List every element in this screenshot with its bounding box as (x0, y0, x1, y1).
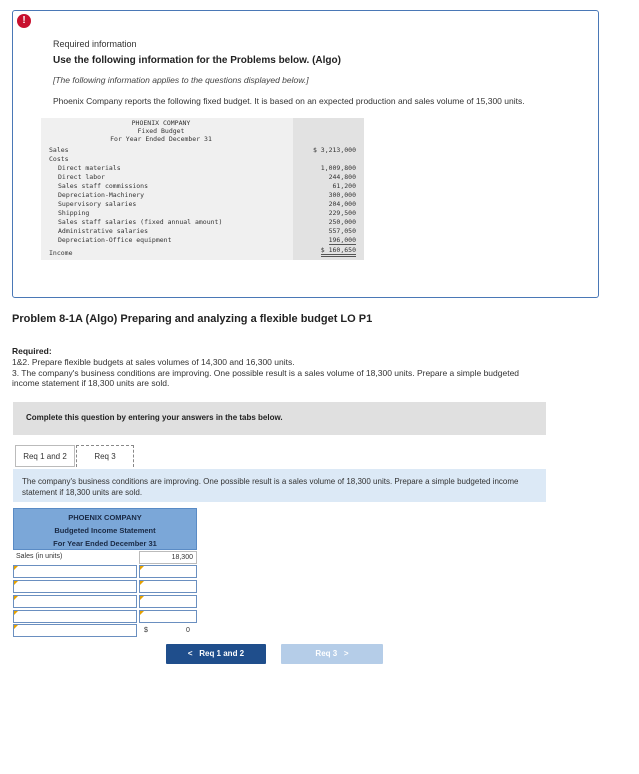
fixed-budget-row-label: Direct materials (58, 164, 121, 172)
fixed-budget-row-label: Depreciation-Office equipment (58, 236, 172, 244)
fixed-budget-income-label: Income (49, 249, 73, 257)
fixed-budget-row-value: 300,000 (328, 191, 356, 199)
fixed-budget-row-label: Administrative salaries (58, 227, 149, 235)
required-information-label: Required information (53, 39, 137, 49)
fixed-budget-income-value: $ 160,650 (321, 246, 356, 257)
prev-tab-button-label: Req 1 and 2 (199, 649, 245, 658)
required-label: Required: (12, 346, 52, 356)
fixed-budget-row-value: 196,000 (328, 236, 356, 244)
requirement-3-line-2: income statement if 18,300 units are sold. (12, 378, 170, 388)
complete-question-text: Complete this question by entering your answers in the tabs below. (26, 413, 283, 422)
statement-label-input[interactable] (13, 624, 137, 637)
statement-label-input[interactable] (13, 580, 137, 593)
fixed-budget-table (41, 118, 364, 260)
phoenix-paragraph: Phoenix Company reports the following fixed budget. It is based on an expected production and sales volume of 15,300 units. (53, 96, 525, 106)
currency-symbol: $ (144, 627, 148, 634)
complete-question-banner (13, 402, 546, 435)
fixed-budget-row-label: Sales staff salaries (fixed annual amount) (58, 218, 223, 226)
fixed-budget-sales-value: $ 3,213,000 (312, 146, 356, 154)
tab-instruction-text: The company's business conditions are improving. One possible result is a sales volume of 18,300 units. Prepare a simple budgeted income statement if 18,300 units are sold. (22, 477, 519, 497)
tab-req-1-and-2[interactable]: Req 1 and 2 (15, 445, 75, 467)
chevron-left-icon: < (187, 649, 193, 658)
statement-label-input[interactable] (13, 610, 137, 623)
fixed-budget-period: For Year Ended December 31 (110, 135, 212, 143)
statement-total-value: 0 (186, 627, 190, 634)
fixed-budget-costs-label: Costs (49, 155, 69, 163)
fixed-budget-row-value: 557,050 (328, 227, 356, 235)
fixed-budget-row-value: 229,500 (328, 209, 356, 217)
next-tab-button[interactable] (281, 644, 383, 664)
statement-label-input[interactable] (13, 565, 137, 578)
statement-label-input[interactable] (13, 595, 137, 608)
statement-company: PHOENIX COMPANY (68, 513, 142, 522)
next-tab-button-label: Req 3 (315, 649, 338, 658)
fixed-budget-row-label: Direct labor (58, 173, 105, 181)
tab-instruction-box (13, 469, 546, 502)
statement-amount-input[interactable] (139, 580, 197, 593)
statement-title: Budgeted Income Statement (54, 526, 156, 535)
sales-units-value: 18,300 (139, 551, 197, 564)
fixed-budget-row-value: 244,800 (328, 173, 356, 181)
use-following-heading: Use the following information for the Problems below. (Algo) (53, 55, 341, 66)
sales-units-label: Sales (in units) (16, 553, 63, 560)
requirement-3-line-1: 3. The company's business conditions are improving. One possible result is a sales volume of 18,300 units. Prepare a simple budgeted (12, 368, 520, 378)
prev-tab-button[interactable] (166, 644, 266, 664)
problem-title: Problem 8-1A (Algo) Preparing and analyzing a flexible budget LO P1 (12, 313, 373, 325)
tab-req-3[interactable]: Req 3 (76, 445, 134, 467)
requirement-1-2: 1&2. Prepare flexible budgets at sales volumes of 14,300 and 16,300 units. (12, 357, 295, 367)
statement-amount-input[interactable] (139, 565, 197, 578)
statement-amount-input[interactable] (139, 595, 197, 608)
fixed-budget-row-value: 61,200 (332, 182, 356, 190)
fixed-budget-row-value: 250,000 (328, 218, 356, 226)
fixed-budget-row-label: Depreciation-Machinery (58, 191, 145, 199)
budgeted-income-statement-header (13, 508, 197, 550)
fixed-budget-row-label: Supervisory salaries (58, 200, 137, 208)
fixed-budget-row-value: 1,009,800 (320, 164, 356, 172)
statement-period: For Year Ended December 31 (53, 539, 157, 548)
fixed-budget-row-label: Sales staff commissions (58, 182, 149, 190)
fixed-budget-sales-label: Sales (49, 146, 69, 154)
fixed-budget-row-label: Shipping (58, 209, 90, 217)
alert-icon: ! (17, 14, 31, 28)
fixed-budget-company: PHOENIX COMPANY (131, 119, 191, 127)
statement-amount-input[interactable] (139, 610, 197, 623)
following-note: [The following information applies to the questions displayed below.] (53, 75, 309, 85)
chevron-right-icon: > (343, 649, 349, 658)
fixed-budget-title: Fixed Budget (137, 127, 185, 135)
fixed-budget-row-value: 204,000 (328, 200, 356, 208)
